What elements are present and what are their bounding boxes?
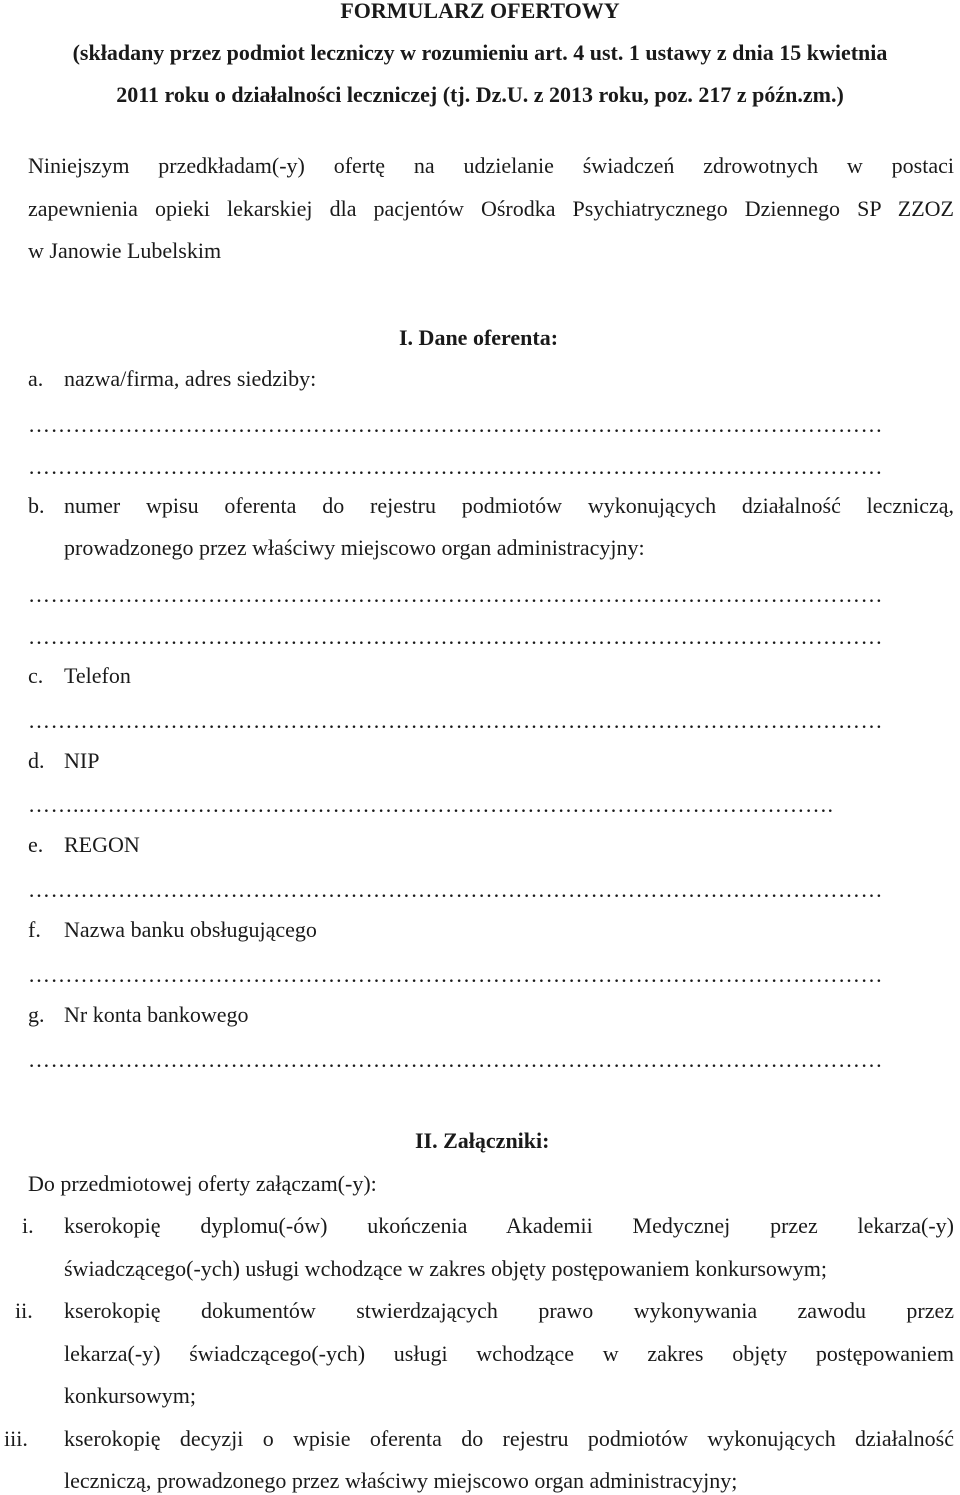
field-g-marker: g. [28, 1002, 45, 1027]
intro-line1: Niniejszym przedkładam(-y) ofertę na udzielanie świadczeń zdrowotnych w postaci [28, 153, 954, 178]
attachments-intro: Do przedmiotowej oferty załączam(-y): [28, 1171, 377, 1196]
attachment-1-line2: świadczącego(-ych) usługi wchodzące w zakres objęty postępowaniem konkursowym; [64, 1256, 828, 1281]
field-c-marker: c. [28, 663, 44, 688]
field-b-marker: b. [28, 493, 45, 518]
field-b-label-line1: numer wpisu oferenta do rejestru podmiotów wykonujących działalność leczniczą, [64, 493, 954, 518]
field-c-label: Telefon [64, 663, 131, 688]
attachment-2-line2: lekarza(-y) świadczącego(-ych) usługi wchodzące w zakres objęty postępowaniem [64, 1341, 954, 1366]
field-e-input[interactable]: …………………………………………………………………………………………………… [28, 877, 883, 902]
section-2-heading: II. Załączniki: [415, 1128, 550, 1153]
form-subtitle-line2: 2011 roku o działalności leczniczej (tj. Dz.U. z 2013 roku, poz. 217 z późn.zm.) [116, 82, 844, 107]
field-d-input[interactable]: ……..………………………………………………………………………………………. [28, 792, 834, 817]
attachment-3-line2: leczniczą, prowadzonego przez właściwy miejscowo organ administracyjny; [64, 1468, 738, 1493]
field-g-input[interactable]: …………………………………………………………………………………………………… [28, 1047, 883, 1072]
attachment-2-marker: ii. [15, 1298, 33, 1323]
field-a-label: nazwa/firma, adres siedziby: [64, 366, 317, 391]
field-e-marker: e. [28, 832, 44, 857]
attachment-2-line1: kserokopię dokumentów stwierdzających prawo wykonywania zawodu przez [64, 1298, 954, 1323]
field-g-label: Nr konta bankowego [64, 1002, 249, 1027]
field-b-input-line1[interactable]: …………………………………………………………………………………………………… [28, 582, 883, 607]
field-f-label: Nazwa banku obsługującego [64, 917, 317, 942]
attachment-3-marker: iii. [4, 1426, 28, 1451]
field-a-marker: a. [28, 366, 44, 391]
field-b-label-line2: prowadzonego przez właściwy miejscowo organ administracyjny: [64, 535, 645, 560]
attachment-3-line1: kserokopię decyzji o wpisie oferenta do rejestru podmiotów wykonujących działalność [64, 1426, 954, 1451]
field-e-label: REGON [64, 832, 140, 857]
field-d-marker: d. [28, 748, 45, 773]
field-d-label: NIP [64, 748, 100, 773]
attachment-1-marker: i. [22, 1213, 34, 1238]
field-a-input-line1[interactable]: …………………………………………………………………………………………………… [28, 412, 883, 437]
field-f-marker: f. [28, 917, 41, 942]
section-1-heading: I. Dane oferenta: [399, 325, 559, 350]
form-subtitle-line1: (składany przez podmiot leczniczy w rozumieniu art. 4 ust. 1 ustawy z dnia 15 kwietnia [72, 40, 888, 65]
field-f-input[interactable]: …………………………………………………………………………………………………… [28, 962, 883, 987]
attachment-2-line3: konkursowym; [64, 1383, 196, 1408]
field-b-input-line2[interactable]: …………………………………………………………………………………………………… [28, 624, 883, 649]
form-title: FORMULARZ OFERTOWY [340, 0, 620, 23]
intro-line2: zapewnienia opieki lekarskiej dla pacjentów Ośrodka Psychiatrycznego Dziennego SP ZZOZ [28, 196, 954, 221]
field-a-input-line2[interactable]: …………………………………………………………………………………………………… [28, 454, 883, 479]
field-c-input[interactable]: …………………………………………………………………………………………………… [28, 708, 883, 733]
intro-line3: w Janowie Lubelskim [28, 238, 222, 263]
attachment-1-line1: kserokopię dyplomu(-ów) ukończenia Akademii Medycznej przez lekarza(-y) [64, 1213, 954, 1238]
